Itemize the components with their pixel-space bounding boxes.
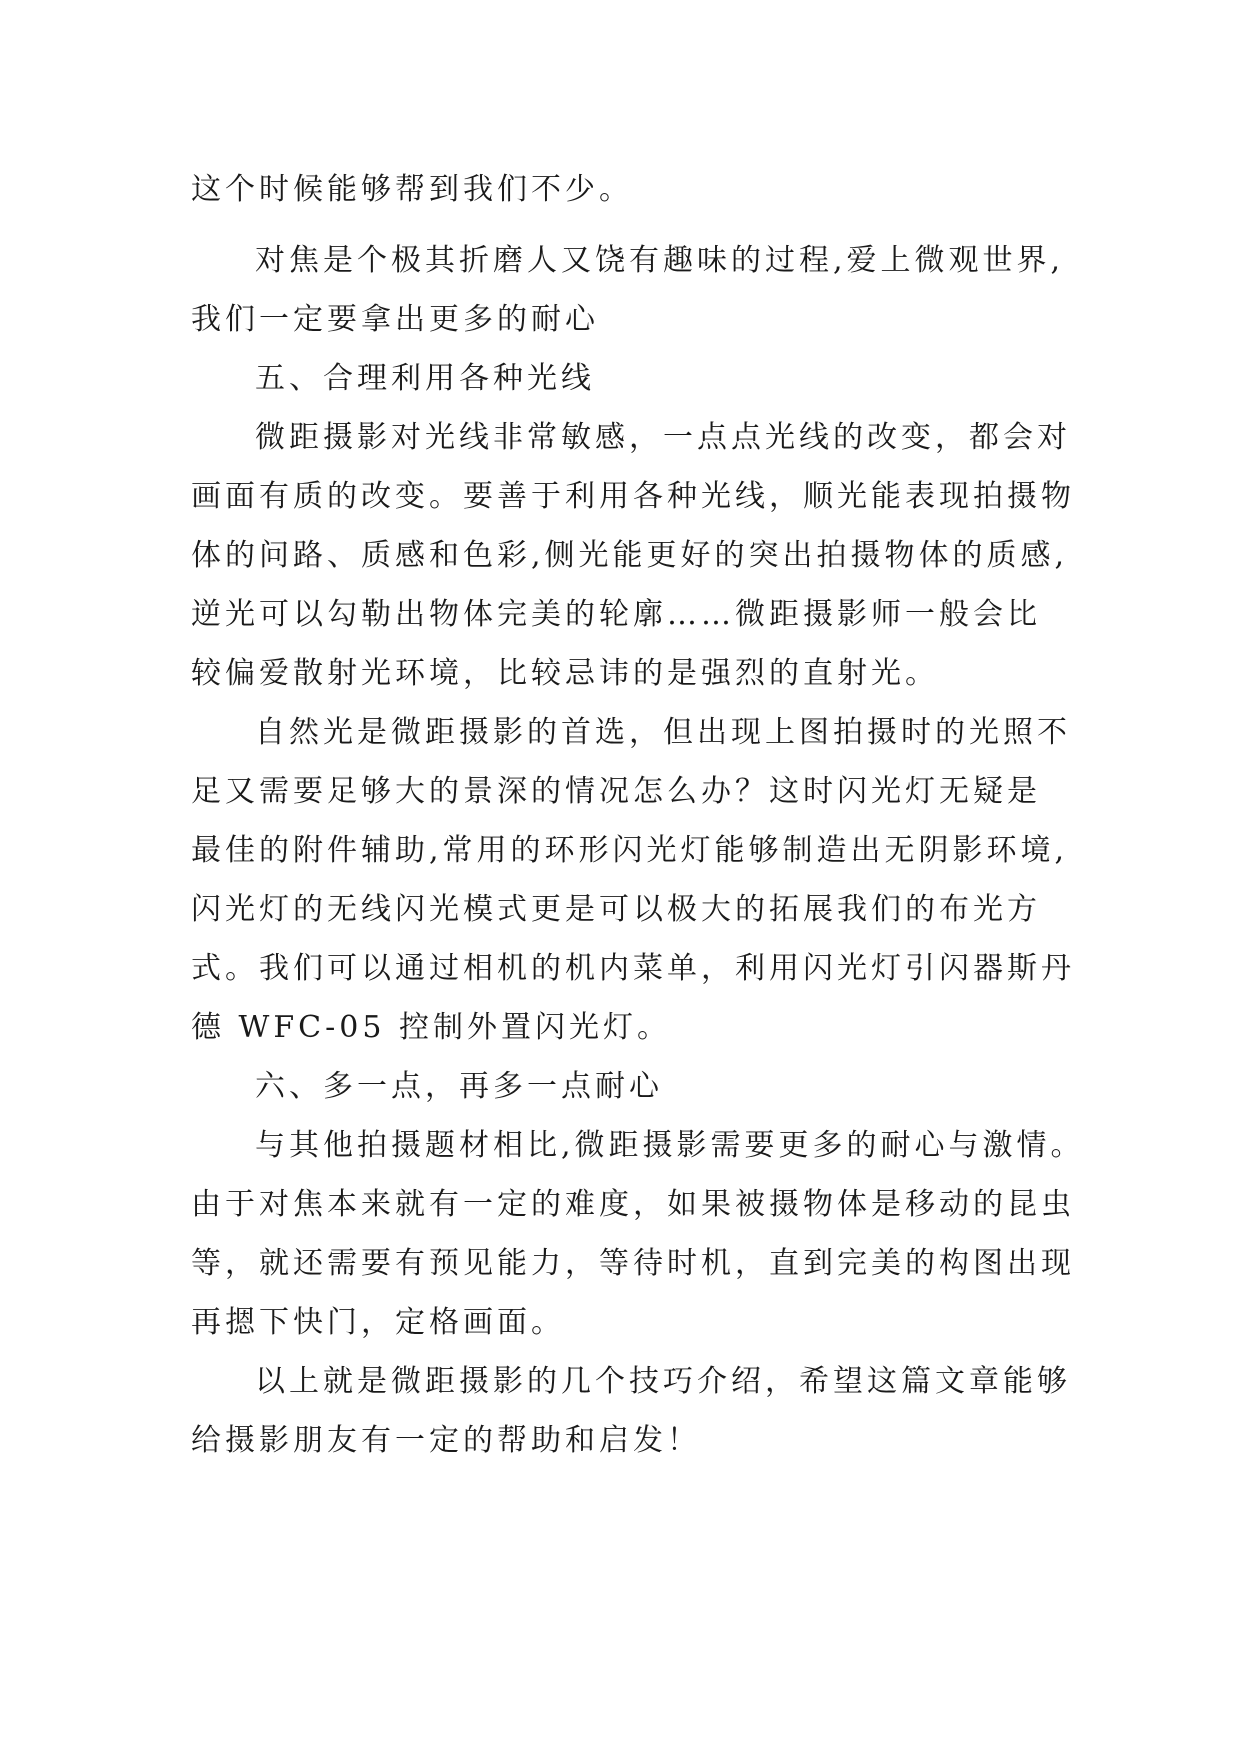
text-line: 微距摄影对光线非常敏感，一点点光线的改变，都会对 xyxy=(255,420,1071,455)
text-line: 较偏爱散射光环境，比较忌讳的是强烈的直射光。 xyxy=(191,656,939,691)
text-line: 画面有质的改变。要善于利用各种光线，顺光能表现拍摄物 xyxy=(191,479,1075,514)
text-line: 德 WFC-05 控制外置闪光灯。 xyxy=(191,1010,671,1045)
text-line: 等，就还需要有预见能力，等待时机，直到完美的构图出现 xyxy=(191,1246,1075,1281)
text-line: 以上就是微距摄影的几个技巧介绍，希望这篇文章能够 xyxy=(255,1364,1071,1399)
text-line: 这个时候能够帮到我们不少。 xyxy=(191,172,633,207)
text-line: 再摁下快门，定格画面。 xyxy=(191,1305,565,1340)
text-line: 与其他拍摄题材相比,微距摄影需要更多的耐心与激情。 xyxy=(255,1128,1085,1163)
section-heading: 六、多一点，再多一点耐心 xyxy=(255,1069,663,1104)
text-line: 体的问路、质感和色彩,侧光能更好的突出拍摄物体的质感, xyxy=(191,538,1069,573)
text-line: 我们一定要拿出更多的耐心 xyxy=(191,302,599,337)
paragraph-gap xyxy=(191,219,1051,231)
text-line: 足又需要足够大的景深的情况怎么办？这时闪光灯无疑是 xyxy=(191,774,1041,809)
text-line: 自然光是微距摄影的首选，但出现上图拍摄时的光照不 xyxy=(255,715,1071,750)
document-body xyxy=(191,160,1085,1470)
text-line: 闪光灯的无线闪光模式更是可以极大的拓展我们的布光方 xyxy=(191,892,1041,927)
text-line: 给摄影朋友有一定的帮助和启发！ xyxy=(191,1423,701,1458)
text-line: 对焦是个极其折磨人又饶有趣味的过程,爱上微观世界, xyxy=(255,243,1065,278)
text-line: 最佳的附件辅助,常用的环形闪光灯能够制造出无阴影环境, xyxy=(191,833,1069,868)
text-line: 式。我们可以通过相机的机内菜单，利用闪光灯引闪器斯丹 xyxy=(191,951,1075,986)
section-heading: 五、合理利用各种光线 xyxy=(255,361,595,396)
text-line: 逆光可以勾勒出物体完美的轮廓……微距摄影师一般会比 xyxy=(191,597,1041,632)
text-line: 由于对焦本来就有一定的难度，如果被摄物体是移动的昆虫 xyxy=(191,1187,1075,1222)
